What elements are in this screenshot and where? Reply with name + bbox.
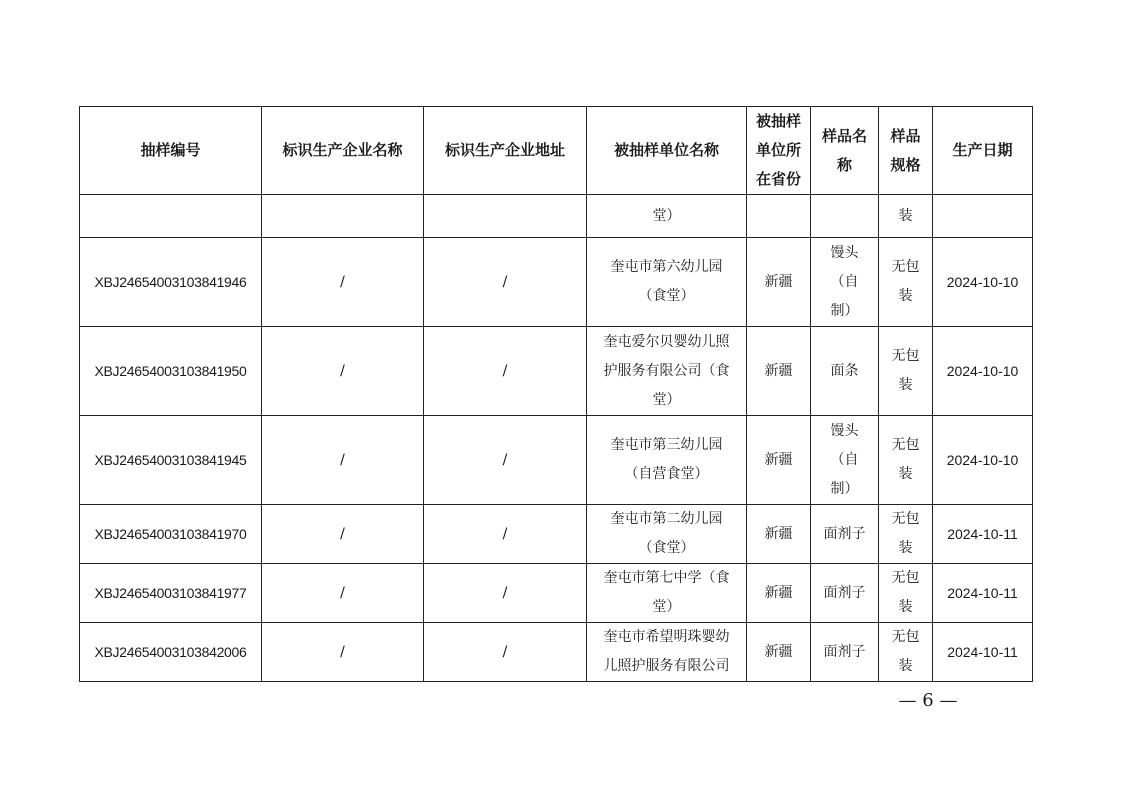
manufacturer-name: / xyxy=(262,327,424,416)
manufacturer-address: / xyxy=(424,238,587,327)
province: 新疆 xyxy=(747,327,811,416)
province: 新疆 xyxy=(747,238,811,327)
continuation-unit-text: 堂） xyxy=(587,195,747,238)
manufacturer-name: / xyxy=(262,564,424,623)
sampled-unit-name: 奎屯市第六幼儿园 （食堂） xyxy=(587,238,747,327)
manufacturer-address: / xyxy=(424,623,587,682)
manufacturer-address: / xyxy=(424,564,587,623)
table-row xyxy=(80,238,1033,327)
sample-spec: 无包 装 xyxy=(879,238,933,327)
sample-code: XBJ24654003103841970 xyxy=(80,505,262,564)
header-production-date: 生产日期 xyxy=(933,107,1033,195)
province: 新疆 xyxy=(747,623,811,682)
table-row xyxy=(80,623,1033,682)
sample-code: XBJ24654003103841946 xyxy=(80,238,262,327)
sampled-unit-name: 奎屯爱尔贝婴幼儿照 护服务有限公司（食 堂） xyxy=(587,327,747,416)
production-date: 2024-10-10 xyxy=(933,238,1033,327)
production-date: 2024-10-11 xyxy=(933,505,1033,564)
continuation-spec-text: 装 xyxy=(879,195,933,238)
manufacturer-name: / xyxy=(262,505,424,564)
sample-spec: 无包 装 xyxy=(879,623,933,682)
manufacturer-name: / xyxy=(262,416,424,505)
production-date: 2024-10-11 xyxy=(933,564,1033,623)
manufacturer-address: / xyxy=(424,505,587,564)
production-date: 2024-10-10 xyxy=(933,327,1033,416)
sample-name: 面剂子 xyxy=(811,505,879,564)
sample-spec: 无包 装 xyxy=(879,564,933,623)
sample-spec: 无包 装 xyxy=(879,505,933,564)
table-row xyxy=(80,564,1033,623)
manufacturer-name: / xyxy=(262,238,424,327)
production-date: 2024-10-11 xyxy=(933,623,1033,682)
header-spec: 样品 规格 xyxy=(879,107,933,195)
continuation-row xyxy=(80,195,1033,238)
sampled-unit-name: 奎屯市第二幼儿园 （食堂） xyxy=(587,505,747,564)
sample-code: XBJ24654003103841950 xyxy=(80,327,262,416)
table-header-row xyxy=(80,107,1033,195)
manufacturer-address: / xyxy=(424,327,587,416)
page-number: — 6 — xyxy=(898,690,958,711)
province: 新疆 xyxy=(747,416,811,505)
production-date: 2024-10-10 xyxy=(933,416,1033,505)
sample-name: 馒头 （自 制） xyxy=(811,416,879,505)
sampling-results-table xyxy=(79,106,1033,682)
header-sample-name: 样品名 称 xyxy=(811,107,879,195)
sample-name: 面剂子 xyxy=(811,623,879,682)
sampled-unit-name: 奎屯市第三幼儿园 （自营食堂） xyxy=(587,416,747,505)
sampled-unit-name: 奎屯市第七中学（食 堂） xyxy=(587,564,747,623)
sample-code: XBJ24654003103841945 xyxy=(80,416,262,505)
header-province: 被抽样 单位所 在省份 xyxy=(747,107,811,195)
sample-name: 面剂子 xyxy=(811,564,879,623)
sample-name: 面条 xyxy=(811,327,879,416)
province: 新疆 xyxy=(747,564,811,623)
header-sample-no: 抽样编号 xyxy=(80,107,262,195)
table-row xyxy=(80,327,1033,416)
table-row xyxy=(80,505,1033,564)
manufacturer-address: / xyxy=(424,416,587,505)
manufacturer-name: / xyxy=(262,623,424,682)
header-manufacturer-name: 标识生产企业名称 xyxy=(262,107,424,195)
table-row xyxy=(80,416,1033,505)
sample-spec: 无包 装 xyxy=(879,327,933,416)
province: 新疆 xyxy=(747,505,811,564)
header-manufacturer-address: 标识生产企业地址 xyxy=(424,107,587,195)
sample-spec: 无包 装 xyxy=(879,416,933,505)
sampled-unit-name: 奎屯市希望明珠婴幼 儿照护服务有限公司 xyxy=(587,623,747,682)
sample-name: 馒头 （自 制） xyxy=(811,238,879,327)
sample-code: XBJ24654003103842006 xyxy=(80,623,262,682)
header-sampled-unit-name: 被抽样单位名称 xyxy=(587,107,747,195)
sample-code: XBJ24654003103841977 xyxy=(80,564,262,623)
